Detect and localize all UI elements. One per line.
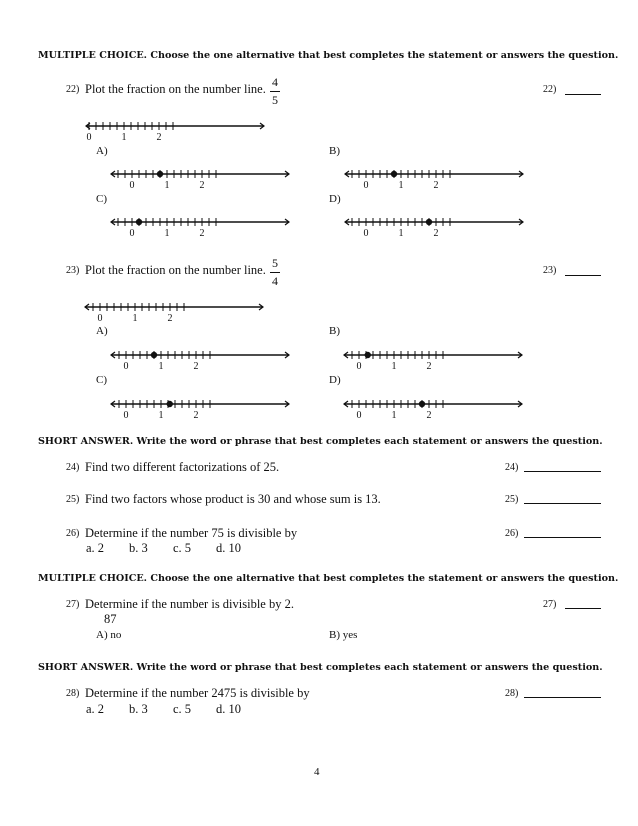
option-c-label[interactable]: C)	[96, 374, 107, 386]
option-a-label[interactable]: A)	[96, 145, 108, 157]
option-a-number-line[interactable]	[110, 353, 290, 372]
option-b-label[interactable]: B)	[329, 325, 340, 337]
section-header-multiple-choice: MULTIPLE CHOICE. Choose the one alternative that best completes the statement or answers the question.	[38, 573, 619, 584]
answer-blank[interactable]	[524, 697, 601, 698]
tick-label: 1	[164, 180, 170, 191]
tick-label: 1	[158, 410, 164, 421]
tick-label: 0	[123, 361, 129, 372]
tick-label: 0	[363, 180, 369, 191]
question-number-line	[84, 305, 264, 324]
question-text: Find two different factorizations of 25.	[85, 460, 280, 474]
tick-label: 0	[363, 228, 369, 239]
tick-label: 0	[129, 228, 135, 239]
tick-label: 2	[426, 361, 432, 372]
answer-label: 22)	[543, 84, 557, 95]
option-c-number-line[interactable]	[110, 402, 290, 421]
answer-label: 23)	[543, 265, 557, 276]
choice-c: c. 5	[173, 702, 192, 716]
tick-label: 2	[199, 228, 205, 239]
answer-blank[interactable]	[524, 503, 601, 504]
plotted-point	[151, 352, 157, 358]
tick-label: 0	[356, 361, 362, 372]
tick-label: 1	[398, 228, 404, 239]
plotted-point	[167, 401, 173, 407]
answer-label: 24)	[505, 462, 519, 473]
answer-blank[interactable]	[524, 537, 601, 538]
tick-label: 1	[398, 180, 404, 191]
question-number: 25)	[66, 494, 80, 505]
question-text: Plot the fraction on the number line.	[85, 263, 266, 277]
option-c-number-line[interactable]	[110, 220, 290, 239]
tick-label: 0	[123, 410, 129, 421]
option-a-number-line[interactable]	[110, 172, 290, 191]
tick-label: 1	[391, 361, 397, 372]
tick-label: 2	[167, 313, 173, 324]
tick-label: 1	[132, 313, 138, 324]
choice-c: c. 5	[173, 541, 192, 555]
tick-label: 2	[426, 410, 432, 421]
choice-b: b. 3	[129, 702, 148, 716]
answer-blank[interactable]	[565, 94, 601, 95]
tick-label: 2	[156, 132, 162, 143]
choice-d: d. 10	[216, 702, 241, 716]
question-value: 87	[104, 612, 117, 626]
tick-label: 2	[433, 180, 439, 191]
option-d-label[interactable]: D)	[329, 374, 341, 386]
option-b[interactable]: B) yes	[329, 629, 358, 641]
section-header-multiple-choice: MULTIPLE CHOICE. Choose the one alternative that best completes the statement or answers the question.	[38, 50, 619, 61]
choice-b: b. 3	[129, 541, 148, 555]
question-text: Find two factors whose product is 30 and whose sum is 13.	[85, 492, 381, 506]
option-d-label[interactable]: D)	[329, 193, 341, 205]
tick-label: 1	[391, 410, 397, 421]
choice-a: a. 2	[86, 541, 105, 555]
plotted-point	[365, 352, 371, 358]
answer-blank[interactable]	[565, 275, 601, 276]
tick-label: 2	[433, 228, 439, 239]
tick-label: 0	[86, 132, 92, 143]
question-number: 26)	[66, 528, 80, 539]
tick-label: 1	[158, 361, 164, 372]
tick-label: 2	[193, 410, 199, 421]
plotted-point	[157, 171, 163, 177]
answer-label: 25)	[505, 494, 519, 505]
plotted-point	[136, 219, 142, 225]
fraction-numerator: 5	[272, 256, 278, 270]
option-d-number-line[interactable]	[344, 220, 524, 239]
tick-label: 1	[164, 228, 170, 239]
question-number: 23)	[66, 265, 80, 276]
option-b-number-line[interactable]	[343, 353, 523, 372]
choice-d: d. 10	[216, 541, 241, 555]
fraction-denominator: 4	[272, 274, 278, 288]
page-number: 4	[314, 766, 320, 778]
fraction-numerator: 4	[272, 75, 278, 89]
option-a[interactable]: A) no	[96, 629, 122, 641]
option-b-label[interactable]: B)	[329, 145, 340, 157]
tick-label: 0	[356, 410, 362, 421]
option-d-number-line[interactable]	[343, 402, 523, 421]
section-header-short-answer: SHORT ANSWER. Write the word or phrase that best completes each statement or answers the question.	[38, 662, 603, 673]
plotted-point	[426, 219, 432, 225]
answer-blank[interactable]	[565, 608, 601, 609]
answer-label: 26)	[505, 528, 519, 539]
question-number-line	[85, 124, 265, 143]
option-a-label[interactable]: A)	[96, 325, 108, 337]
question-fraction	[270, 256, 280, 289]
question-number: 22)	[66, 84, 80, 95]
question-number: 27)	[66, 599, 80, 610]
plotted-point	[391, 171, 397, 177]
tick-label: 2	[193, 361, 199, 372]
fraction-denominator: 5	[272, 93, 278, 107]
question-text: Determine if the number is divisible by 2.	[85, 597, 294, 611]
plotted-point	[419, 401, 425, 407]
question-text: Determine if the number 75 is divisible by	[85, 526, 298, 540]
question-text: Determine if the number 2475 is divisible by	[85, 686, 310, 700]
answer-blank[interactable]	[524, 471, 601, 472]
tick-label: 0	[129, 180, 135, 191]
option-c-label[interactable]: C)	[96, 193, 107, 205]
option-b-number-line[interactable]	[344, 172, 524, 191]
question-number: 24)	[66, 462, 80, 473]
choice-a: a. 2	[86, 702, 105, 716]
answer-label: 27)	[543, 599, 557, 610]
answer-label: 28)	[505, 688, 519, 699]
tick-label: 0	[97, 313, 103, 324]
tick-label: 2	[199, 180, 205, 191]
section-header-short-answer: SHORT ANSWER. Write the word or phrase that best completes each statement or answers the question.	[38, 436, 603, 447]
tick-label: 1	[121, 132, 127, 143]
question-number: 28)	[66, 688, 80, 699]
question-text: Plot the fraction on the number line.	[85, 82, 266, 96]
question-fraction	[270, 75, 280, 108]
